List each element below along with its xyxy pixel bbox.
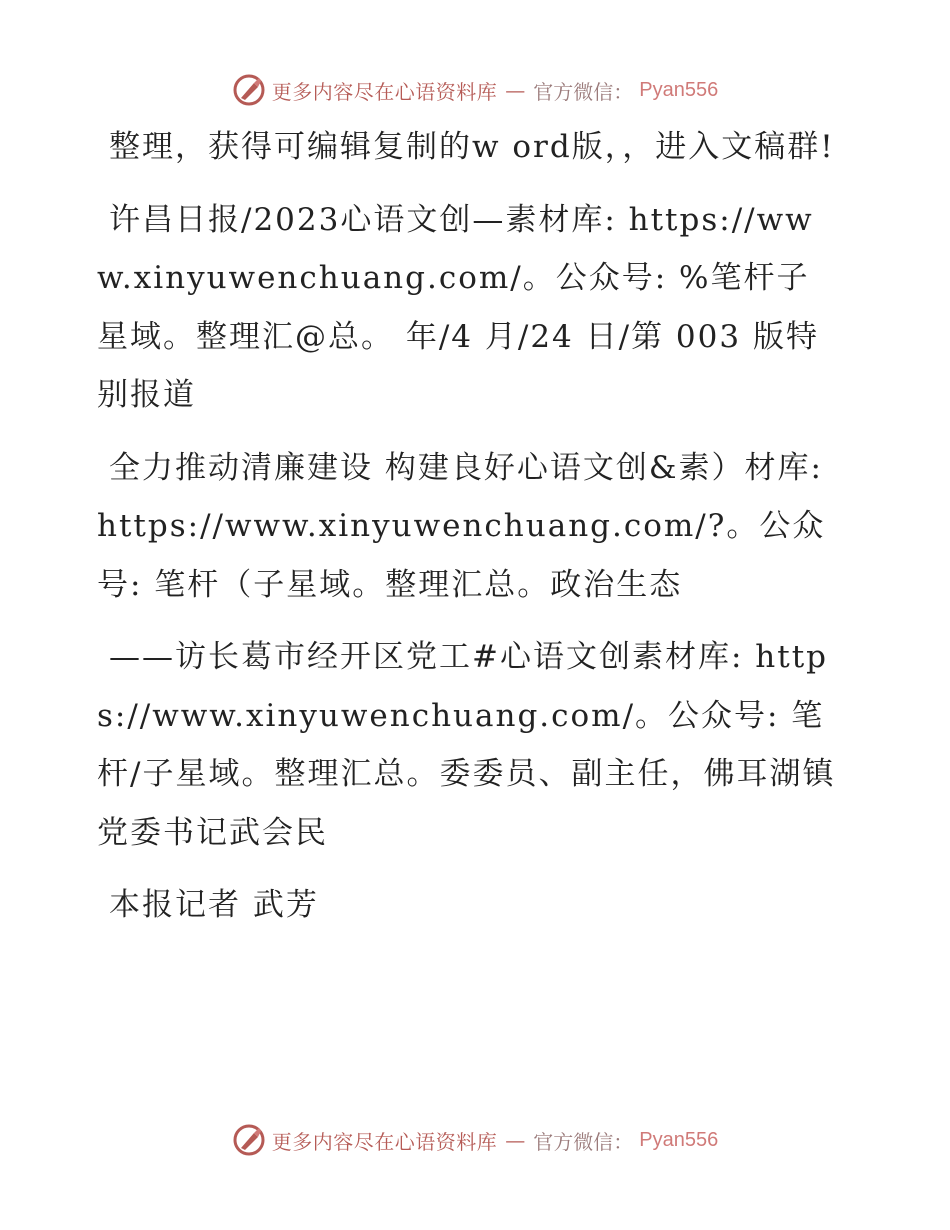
header-banner-text: 更多内容尽在心语资料库 [271, 79, 498, 104]
footer-banner-dash: — [505, 1128, 526, 1152]
paragraph-4 [97, 628, 837, 862]
paragraph-3 [97, 439, 837, 615]
header-banner [0, 70, 950, 110]
paragraph-5 [97, 876, 837, 935]
pen-logo-icon [232, 73, 266, 107]
pen-logo-icon [232, 1123, 266, 1157]
paragraph-1 [97, 118, 837, 177]
footer-wechat-label: 官方微信： [533, 1129, 634, 1154]
paragraph-4-text: ——访长葛市经开区党工#心语文创素材库: https://www.xinyuwenchuang.com/。公众号: 笔杆/子星域。整理汇总。委委员、副主任，佛耳湖镇党委书记武会民 [97, 639, 836, 851]
paragraph-1-text: 整理，获得可编辑复制的w ord版，，进入文稿群! [109, 129, 835, 165]
paragraph-2 [97, 191, 837, 425]
footer-wechat-id: Pyan556 [639, 1128, 719, 1151]
footer-banner-text: 更多内容尽在心语资料库 [271, 1129, 498, 1154]
header-banner-dash: — [505, 78, 526, 102]
header-wechat-label: 官方微信： [533, 79, 634, 104]
paragraph-5-text: 本报记者 武芳 [109, 887, 319, 923]
footer-banner [0, 1120, 950, 1160]
header-wechat-id: Pyan556 [639, 78, 719, 101]
paragraph-3-text: 全力推动清廉建设 构建良好心语文创&素）材库: https://www.xinyuwenchuang.com/?。公众号: 笔杆（子星域。整理汇总。政治生态 [97, 449, 826, 603]
paragraph-2-text: 许昌日报/2023心语文创—素材库: https://www.xinyuwenchuang.com/。公众号: %笔杆子星域。整理汇@总。 年/4 月/24 日/第 003 版特别报道 [97, 201, 819, 413]
document-body [97, 118, 837, 949]
